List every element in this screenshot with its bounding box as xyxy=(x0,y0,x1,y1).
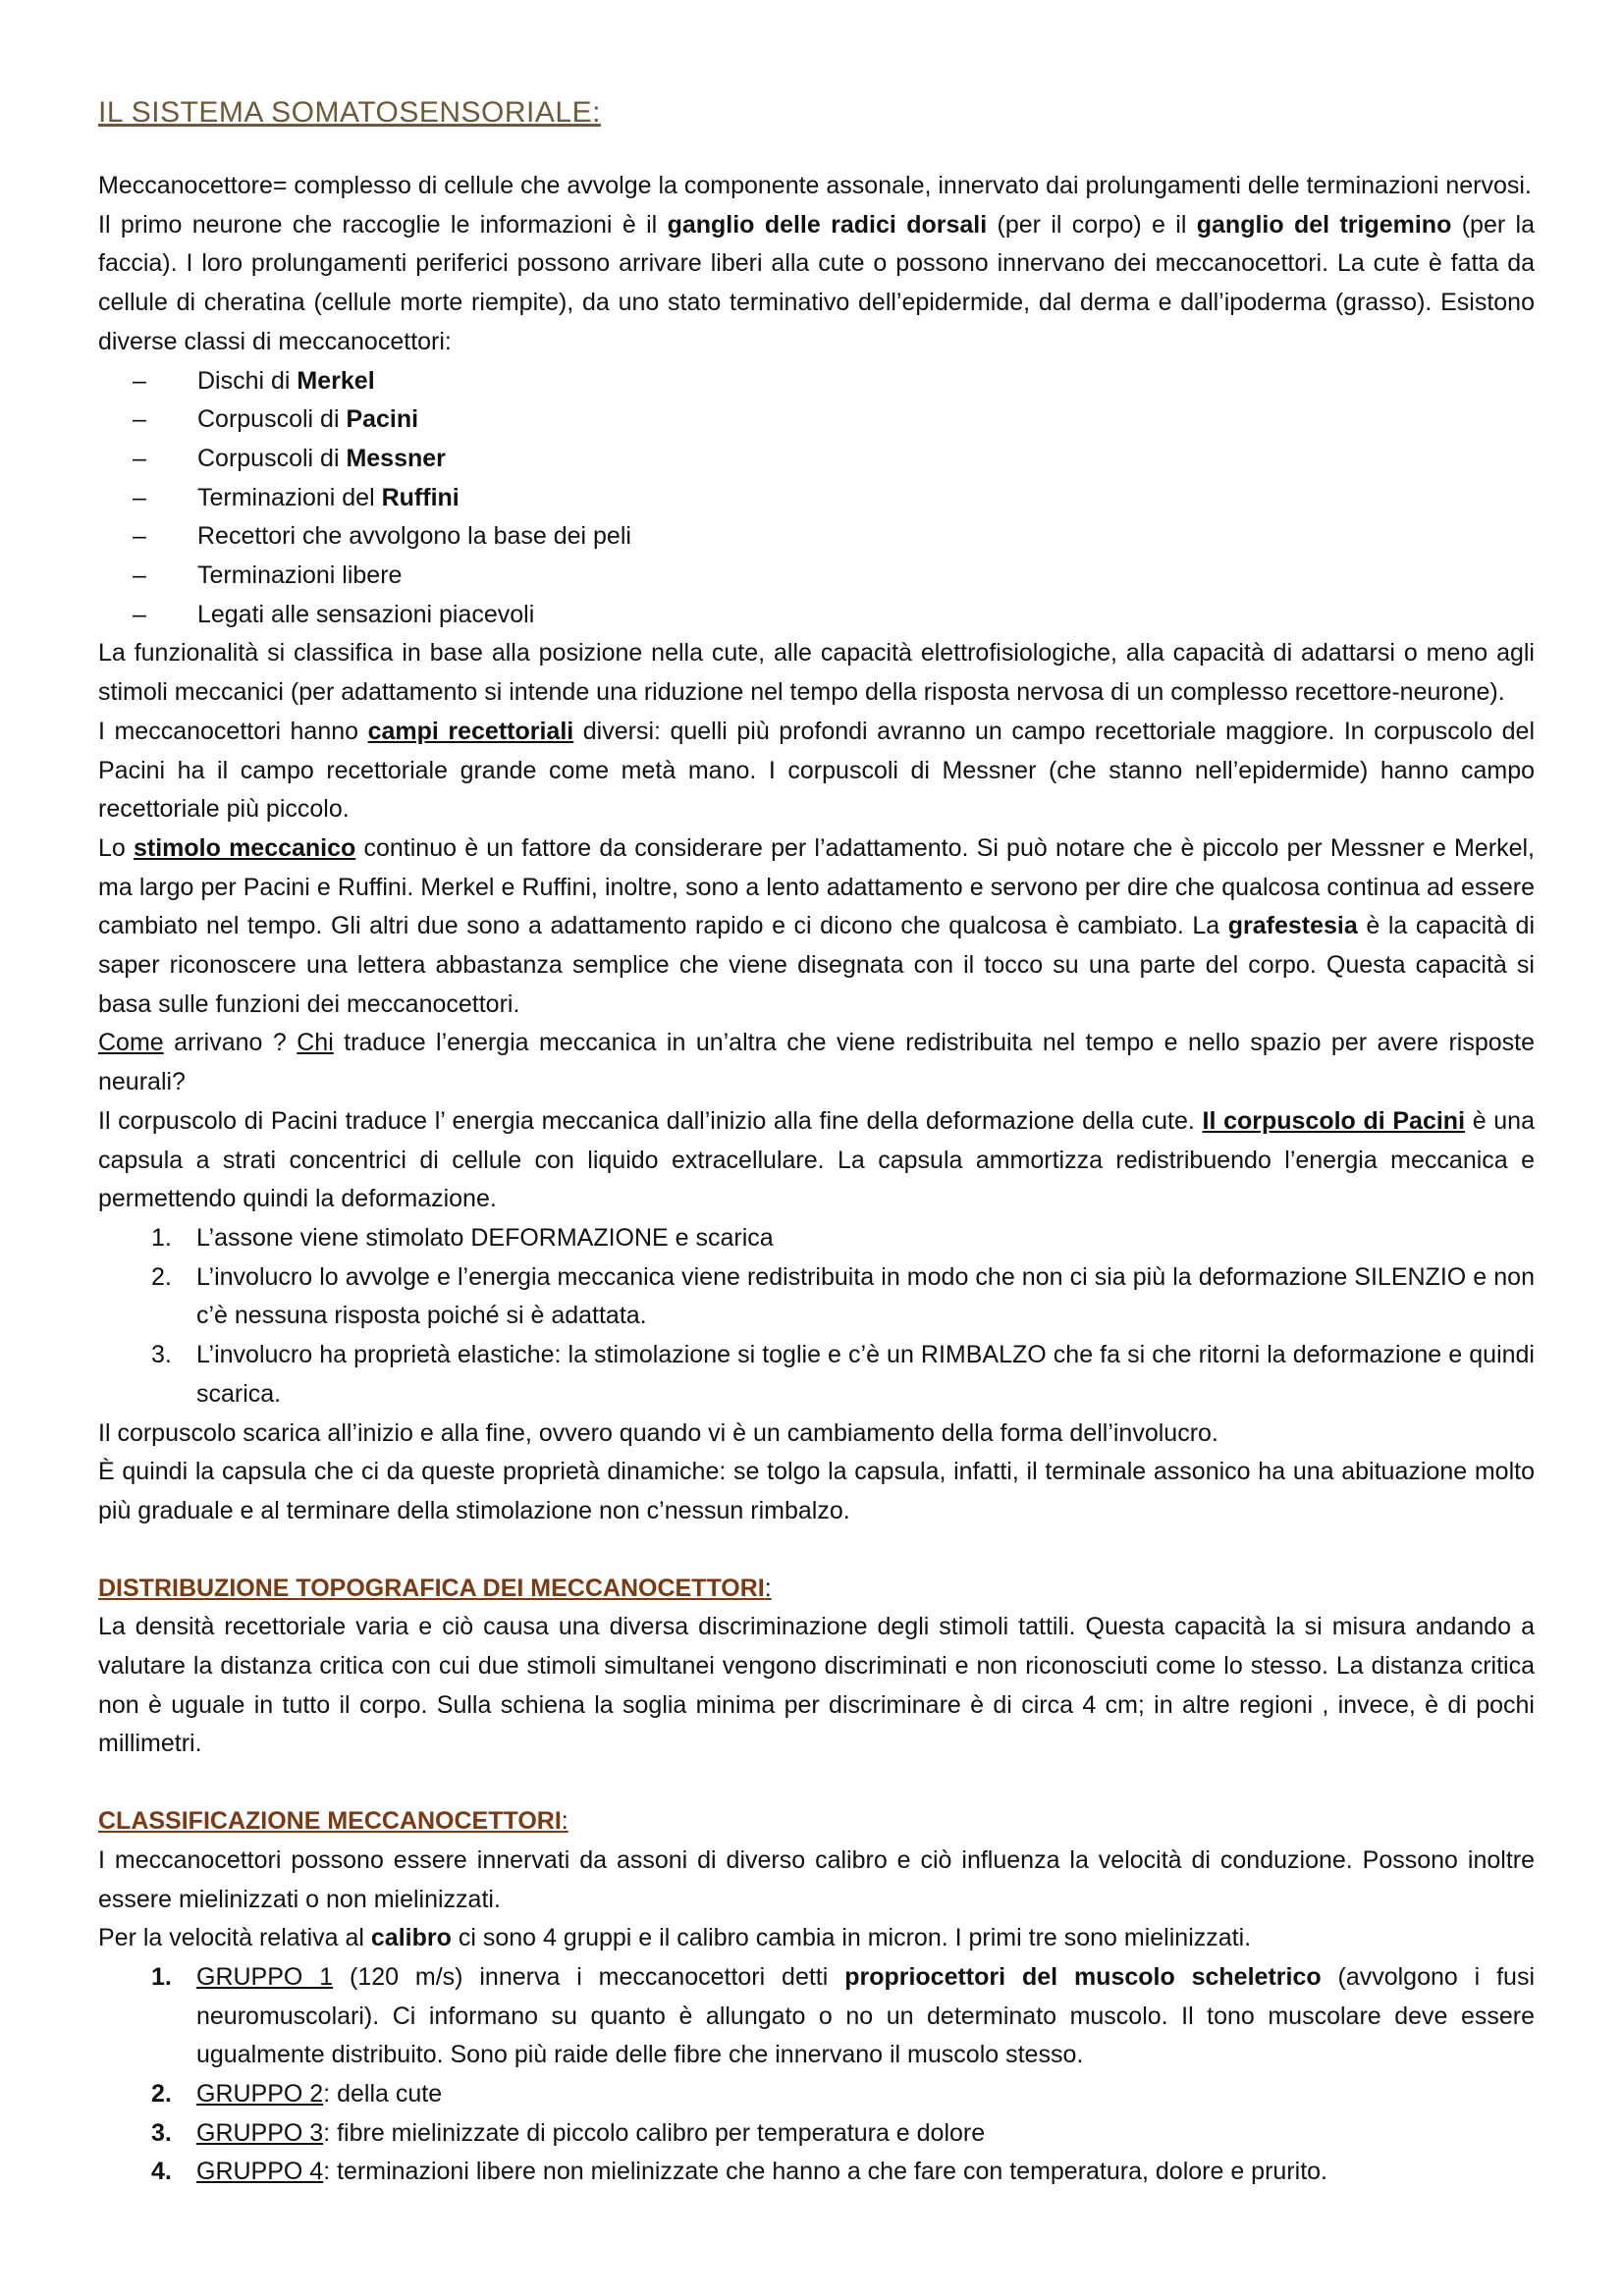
paragraph-classificazione-1: I meccanocettori possono essere innervati da assoni di diverso calibro e ciò influenza la velocità di conduzione. Possono inoltre essere mielinizzati o non mielinizzati. xyxy=(98,1845,1535,1913)
paragraph-come-chi: Come arrivano ? Chi traduce l’energia meccanica in un’altra che viene redistribuita nel tempo e nello spazio per avere risposte neurali? xyxy=(98,1029,1536,1096)
paragraph-classificazione-2: Per la velocità relativa al calibro ci sono 4 gruppi e il calibro cambia in micron. I primi tre sono mielinizzati. xyxy=(98,1924,1252,1952)
list-item: – Corpuscoli di Pacini xyxy=(98,400,1535,440)
list-item: – Corpuscoli di Messner xyxy=(98,440,1535,479)
paragraph-distribuzione: La densità recettoriale varia e ciò causa una diversa discriminazione degli stimoli tattili. Questa capacità la si misura andando a valutare la distanza critica con cui due stimoli simultanei vengono discriminati e non riconosciuti come lo stesso. La distanza critica non è uguale in tutto il corpo. Sulla schiena la soglia minima per discriminare è di circa 4 cm; in altre regioni , invece, è di pochi millimetri. xyxy=(98,1613,1535,1758)
list-item: – Recettori che avvolgono la base dei peli xyxy=(98,517,1535,557)
list-item: 4. GRUPPO 4: terminazioni libere non mielinizzate che hanno a che fare con temperatura, dolore e prurito. xyxy=(151,2158,1327,2186)
section-heading-distribuzione: DISTRIBUZIONE TOPOGRAFICA DEI MECCANOCETTORI: xyxy=(98,1574,772,1602)
section-heading-classificazione: CLASSIFICAZIONE MECCANOCETTORI: xyxy=(98,1807,568,1836)
list-item: – Terminazioni libere xyxy=(98,557,1535,596)
page-content xyxy=(98,96,1535,2192)
list-item: – Terminazioni del Ruffini xyxy=(98,479,1535,518)
list-item: 1. L’assone viene stimolato DEFORMAZIONE e scarica xyxy=(151,1223,774,1252)
paragraph-primo-neurone: Il primo neurone che raccoglie le informazioni è il ganglio delle radici dorsali (per il corpo) e il ganglio del trigemino (per la faccia). I loro prolungamenti periferici possono arrivare liberi alla cute o possono innervano dei meccanocettori. La cute è fatta da cellule di cheratina (cellule morte riempite), da uno stato terminativo dell’epidermide, dal derma e dall’ipoderma (grasso). Esistono diverse classi di meccanocettori: xyxy=(98,210,1535,355)
list-item: 3. L’involucro ha proprietà elastiche: la stimolazione si toglie e c’è un RIMBALZO che fa si che ritorni la deformazione e quindi scarica. xyxy=(151,1341,1535,1408)
paragraph-scarica: Il corpuscolo scarica all’inizio e alla fine, ovvero quando vi è un cambiamento della forma dell’involucro. xyxy=(98,1418,1218,1447)
list-item: 3. GRUPPO 3: fibre mielinizzate di piccolo calibro per temperatura e dolore xyxy=(151,2118,986,2147)
list-item: 2. GRUPPO 2: della cute xyxy=(151,2080,443,2109)
list-item: 1. GRUPPO 1 (120 m/s) innerva i meccanocettori detti propriocettori del muscolo scheletrico (avvolgono i fusi neuromuscolari). Ci informano su quanto è allungato o no un determinato muscolo. Il tono muscolare deve essere ugualmente distribuito. Sono più raide delle fibre che innervano il muscolo stesso. xyxy=(151,1962,1535,2069)
groups-list xyxy=(98,1958,1535,2192)
paragraph-meccanocettore: Meccanocettore= complesso di cellule che avvolge la componente assonale, innervato dai prolungamenti delle terminazioni nervosi. xyxy=(98,172,1532,199)
paragraph-campi-recettoriali: I meccanocettori hanno campi recettoriali diversi: quelli più profondi avranno un campo recettoriale maggiore. In corpuscolo del Pacini ha il campo recettoriale grande come metà mano. I corpuscoli di Messner (che stanno nell’epidermide) hanno campo recettoriale più piccolo. xyxy=(98,717,1536,824)
list-item: – Dischi di Merkel xyxy=(98,362,1535,401)
paragraph-capsula: È quindi la capsula che ci da queste proprietà dinamiche: se tolgo la capsula, infatti, il terminale assonico ha una abituazione molto più graduale e al terminare della stimolazione non c’nessun rimbalzo. xyxy=(98,1458,1535,1524)
paragraph-corpuscolo-pacini: Il corpuscolo di Pacini traduce l’ energia meccanica dall’inizio alla fine della deformazione della cute. Il corpuscolo di Pacini è una capsula a strati concentrici di cellule con liquido extracellulare. La capsula ammortizza redistribuendo l’energia meccanica e permettendo quindi la deformazione. xyxy=(98,1106,1535,1213)
receptor-list xyxy=(98,362,1535,635)
paragraph-stimolo-meccanico: Lo stimolo meccanico continuo è un fattore da considerare per l’adattamento. Si può notare che è piccolo per Messner e Merkel, ma largo per Pacini e Ruffini. Merkel e Ruffini, inoltre, sono a lento adattamento e servono per dire che qualcosa continua ad essere cambiato nel tempo. Gli altri due sono a adattamento rapido e ci dicono che qualcosa è cambiato. La grafestesia è la capacità di saper riconoscere una lettera abbastanza semplice che viene disegnata con il tocco su una parte del corpo. Questa capacità si basa sulle funzioni dei meccanocettori. xyxy=(98,833,1535,1018)
pacini-steps-list xyxy=(98,1219,1535,1415)
list-item: 2. L’involucro lo avvolge e l’energia meccanica viene redistribuita in modo che non ci sia più la deformazione SILENZIO e non c’è nessuna risposta poiché si è adattata. xyxy=(151,1262,1535,1330)
list-item: – Legati alle sensazioni piacevoli xyxy=(98,596,1535,635)
paragraph-funzionalita: La funzionalità si classifica in base alla posizione nella cute, alle capacità elettrofisiologiche, alla capacità di adattarsi o meno agli stimoli meccanici (per adattamento si intende una riduzione nel tempo della risposta nervosa di un complesso recettore-neurone). xyxy=(98,639,1535,707)
page-title: IL SISTEMA SOMATOSENSORIALE: xyxy=(98,96,601,129)
